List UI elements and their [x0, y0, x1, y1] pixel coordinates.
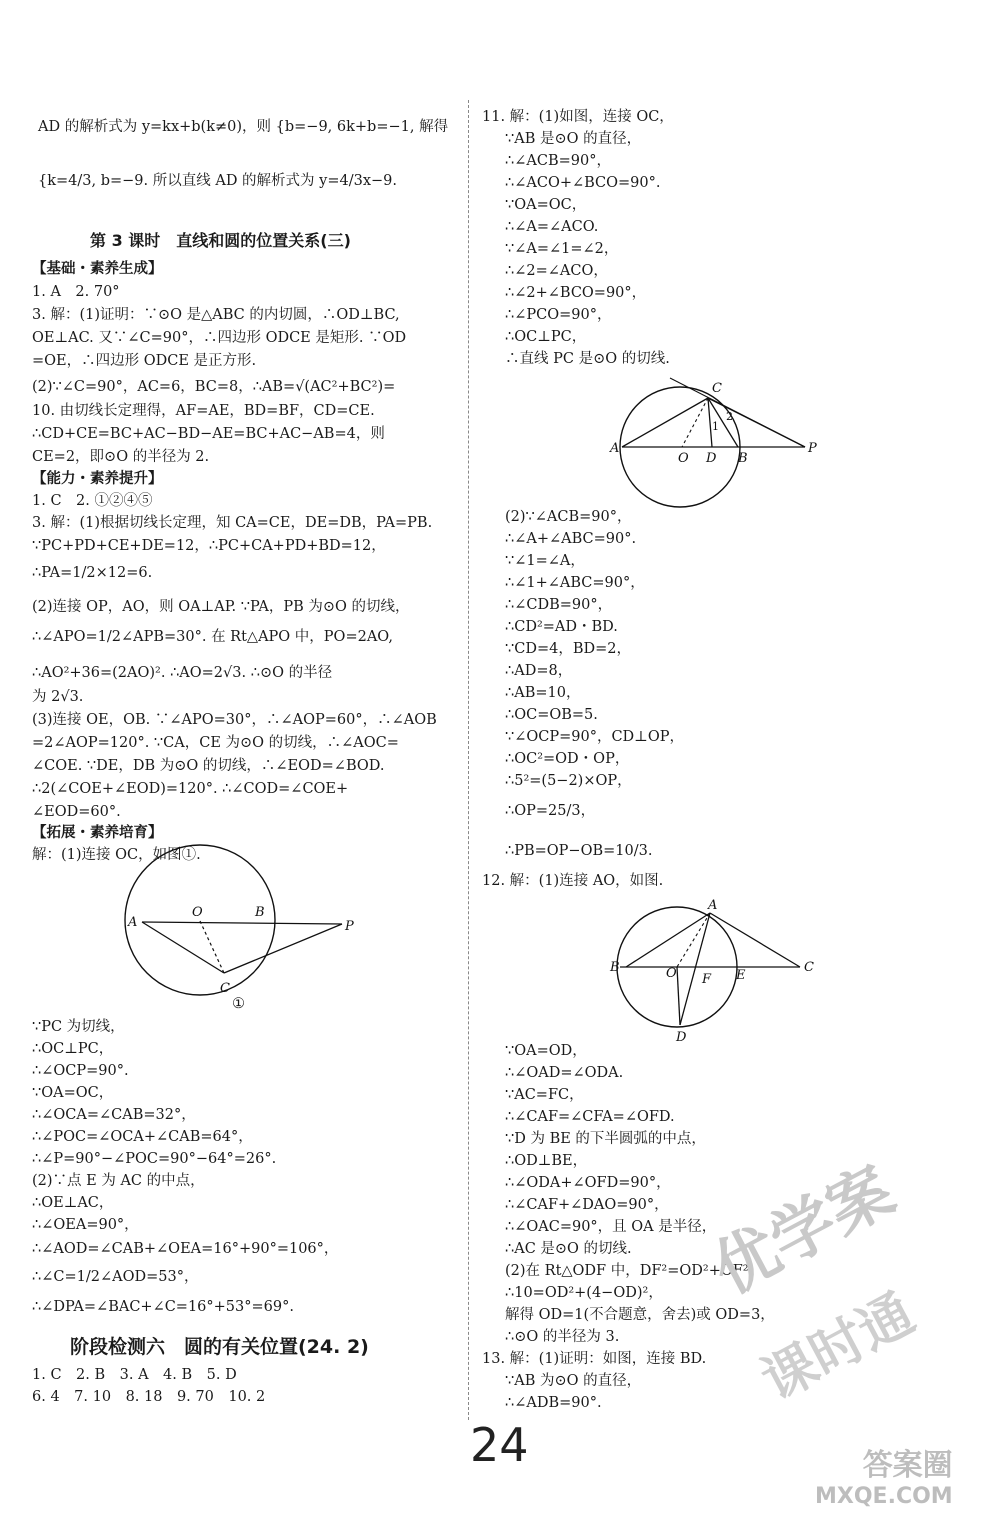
answer-line: (2)连接 OP，AO，则 OA⊥AP. ∵PA，PB 为⊙O 的切线，: [32, 599, 410, 615]
answer-line: ∴PB=OP−OB=10/3.: [505, 843, 653, 859]
point-label: C: [804, 960, 814, 975]
answer-line: 12. 解：(1)连接 AO，如图.: [482, 873, 664, 889]
answer-line: ∴OC=OB=5.: [505, 707, 598, 723]
answer-line: ∴10=OD²+(4−OD)²，: [505, 1285, 663, 1301]
answer-line: (2)∵点 E 为 AC 的中点，: [32, 1173, 205, 1189]
point-label: O: [678, 451, 689, 466]
site-url: MXQE.COM: [815, 1484, 953, 1509]
site-title: 答案圈: [862, 1448, 953, 1483]
point-label: C: [712, 381, 722, 396]
watermark-text: 课时通: [751, 1281, 925, 1413]
answer-line: 1. A 2. 70°: [32, 284, 120, 300]
text-line: AD 的解析式为 y=kx+b(k≠0)，则 {b=−9, 6k+b=−1, 解得: [38, 119, 449, 135]
point-label: O: [192, 905, 203, 920]
subsection-heading: 【拓展・素养培育】: [32, 825, 163, 841]
answer-line: ∠EOD=60°.: [32, 804, 121, 820]
answer-line: 1. C 2. ①②④⑤: [32, 493, 153, 509]
answer-line: ∴OC⊥PC，: [32, 1041, 114, 1057]
answer-line: ∴OC⊥PC，: [505, 329, 587, 345]
point-label: E: [736, 968, 746, 983]
answer-line: ∴∠ADB=90°.: [505, 1395, 602, 1411]
point-label: B: [738, 451, 748, 466]
answer-line: ∴AB=10，: [505, 685, 581, 701]
answer-line: ∴AC 是⊙O 的切线.: [505, 1241, 632, 1257]
answer-line: ∴PA=1/2×12=6.: [32, 565, 153, 581]
figure-12-diagram: [610, 895, 830, 1055]
answer-line: =2∠AOP=120°. ∵CA，CE 为⊙O 的切线，∴∠AOC=: [32, 735, 399, 751]
answer-line: ∵OA=OD，: [505, 1043, 587, 1059]
answer-line: ∴2(∠COE+∠EOD)=120°. ∴∠COD=∠COE+: [32, 781, 349, 797]
answer-line: ∴直线 PC 是⊙O 的切线.: [505, 351, 670, 367]
answer-line: CE=2，即⊙O 的半径为 2.: [32, 449, 210, 465]
answer-line: (2)∵∠ACB=90°，: [505, 509, 632, 525]
figure-1-diagram: [120, 860, 480, 1010]
answer-line: 11. 解：(1)如图，连接 OC，: [482, 109, 674, 125]
answer-line: ∵AB 为⊙O 的直径，: [505, 1373, 642, 1389]
point-label: D: [706, 451, 717, 466]
answer-line: ∴∠ACB=90°，: [505, 153, 611, 169]
answer-line: ∴∠A+∠ABC=90°.: [505, 531, 637, 547]
answer-line: 3. 解：(1)证明：∵⊙O 是△ABC 的内切圆，∴OD⊥BC,: [32, 307, 400, 323]
answer-line: (3)连接 OE，OB. ∵∠APO=30°，∴∠AOP=60°，∴∠AOB: [32, 712, 437, 728]
answer-line: ∴CD²=AD・BD.: [505, 619, 618, 635]
answer-line: ∵AB 是⊙O 的直径，: [505, 131, 642, 147]
answer-line: ∵∠A=∠1=∠2，: [505, 241, 619, 257]
answer-line: ∴∠C=1/2∠AOD=53°，: [32, 1269, 199, 1285]
answer-line: ∴∠ODA+∠OFD=90°，: [505, 1175, 671, 1191]
answer-line: =OE，∴四边形 ODCE 是正方形.: [32, 353, 257, 369]
section-title: 阶段检测六 圆的有关位置(24. 2): [70, 1336, 369, 1358]
point-label: O: [666, 966, 677, 981]
answer-line: 6. 4 7. 10 8. 18 9. 70 10. 2: [32, 1389, 266, 1405]
point-label: P: [808, 441, 817, 456]
answer-line: ∴∠CDB=90°，: [505, 597, 613, 613]
answer-line: ∴5²=(5−2)×OP，: [505, 773, 632, 789]
answer-line: ∴AO²+36=(2AO)². ∴AO=2√3. ∴⊙O 的半径: [32, 665, 333, 681]
point-label: B: [610, 960, 620, 975]
answer-line: ∵OA=OC，: [505, 197, 587, 213]
answer-line: ∴OP=25/3，: [505, 803, 596, 819]
point-label: D: [676, 1030, 687, 1045]
answer-line: ∴AD=8，: [505, 663, 573, 679]
answer-line: ∴∠2=∠ACO，: [505, 263, 608, 279]
answer-line: 为 2√3.: [32, 689, 84, 705]
answer-line: ∴∠ACO+∠BCO=90°.: [505, 175, 661, 191]
answer-line: OE⊥AC. 又∵∠C=90°，∴四边形 ODCE 是矩形. ∵OD: [32, 330, 407, 346]
answer-line: ∵D 为 BE 的下半圆弧的中点，: [505, 1131, 706, 1147]
answer-line: ∴∠OCP=90°.: [32, 1063, 129, 1079]
answer-line: ∴⊙O 的半径为 3.: [505, 1329, 620, 1345]
column-divider: [468, 100, 469, 1420]
answer-line: ∴∠CAF+∠DAO=90°，: [505, 1197, 669, 1213]
answer-line: ∴∠PCO=90°，: [505, 307, 612, 323]
answer-line: ∴∠CAF=∠CFA=∠OFD.: [505, 1109, 675, 1125]
answer-line: ∴∠DPA=∠BAC+∠C=16°+53°=69°.: [32, 1299, 294, 1315]
subsection-heading: 【基础・素养生成】: [32, 261, 163, 277]
answer-line: ∵PC+PD+CE+DE=12，∴PC+CA+PD+BD=12，: [32, 538, 386, 554]
answer-line: ∴∠OCA=∠CAB=32°，: [32, 1107, 196, 1123]
answer-line: ∴OE⊥AC，: [32, 1195, 114, 1211]
answer-line: 解：(1)连接 OC，如图①.: [32, 847, 201, 863]
answer-line: ∵AC=FC，: [505, 1087, 584, 1103]
point-label: A: [708, 898, 718, 913]
point-label: A: [610, 441, 620, 456]
answer-line: ∴∠APO=1/2∠APB=30°. 在 Rt△APO 中，PO=2AO,: [32, 629, 393, 645]
answer-line: 13. 解：(1)证明：如图，连接 BD.: [482, 1351, 707, 1367]
answer-line: ∴∠AOD=∠CAB+∠OEA=16°+90°=106°，: [32, 1241, 339, 1257]
point-label: A: [128, 915, 138, 930]
answer-line: ∴∠2+∠BCO=90°，: [505, 285, 647, 301]
point-label: F: [702, 972, 712, 987]
answer-line: ∴CD+CE=BC+AC−BD−AE=BC+AC−AB=4，则: [32, 426, 385, 442]
answer-line: ∴∠A=∠ACO.: [505, 219, 599, 235]
answer-line: 解得 OD=1(不合题意，舍去)或 OD=3，: [505, 1307, 775, 1323]
answer-line: ∴∠POC=∠OCA+∠CAB=64°，: [32, 1129, 253, 1145]
answer-line: ∵PC 为切线，: [32, 1019, 125, 1035]
figure-11-diagram: [610, 370, 830, 510]
answer-line: 3. 解：(1)根据切线长定理，知 CA=CE，DE=DB，PA=PB.: [32, 515, 433, 531]
answer-line: ∵CD=4，BD=2，: [505, 641, 631, 657]
point-label: B: [255, 905, 265, 920]
angle-label: 1: [712, 420, 719, 433]
site-logo: [815, 1440, 953, 1509]
answer-line: 10. 由切线长定理得，AF=AE，BD=BF，CD=CE.: [32, 403, 375, 419]
answer-line: ∴∠1+∠ABC=90°，: [505, 575, 645, 591]
answer-line: ∴∠OEA=90°，: [32, 1217, 139, 1233]
figure-caption: ①: [232, 996, 245, 1012]
angle-label: 2: [726, 410, 733, 423]
answer-line: ∴∠OAC=90°，且 OA 是半径，: [505, 1219, 717, 1235]
text-line: {k=4/3, b=−9. 所以直线 AD 的解析式为 y=4/3x−9.: [38, 173, 398, 189]
watermark-text: 优学案: [701, 1153, 906, 1310]
answer-line: (2)∵∠C=90°，AC=6，BC=8，∴AB=√(AC²+BC²)=: [32, 379, 396, 395]
section-title: 第 3 课时 直线和圆的位置关系(三): [90, 231, 351, 250]
answer-line: ∴OC²=OD・OP，: [505, 751, 630, 767]
answer-line: ∴∠P=90°−∠POC=90°−64°=26°.: [32, 1151, 277, 1167]
page-number: 24: [470, 1418, 529, 1472]
answer-line: ∵OA=OC，: [32, 1085, 114, 1101]
point-label: C: [220, 981, 230, 996]
answer-line: ∠COE. ∵DE，DB 为⊙O 的切线，∴∠EOD=∠BOD.: [32, 758, 385, 774]
answer-line: ∴OD⊥BE，: [505, 1153, 588, 1169]
answer-line: ∵∠OCP=90°，CD⊥OP，: [505, 729, 684, 745]
subsection-heading: 【能力・素养提升】: [32, 471, 163, 487]
answer-line: ∴∠OAD=∠ODA.: [505, 1065, 624, 1081]
answer-line: (2)在 Rt△ODF 中，DF²=OD²+OF²，: [505, 1263, 764, 1279]
answer-line: 1. C 2. B 3. A 4. B 5. D: [32, 1367, 237, 1383]
point-label: P: [345, 919, 354, 934]
answer-line: ∵∠1=∠A，: [505, 553, 585, 569]
